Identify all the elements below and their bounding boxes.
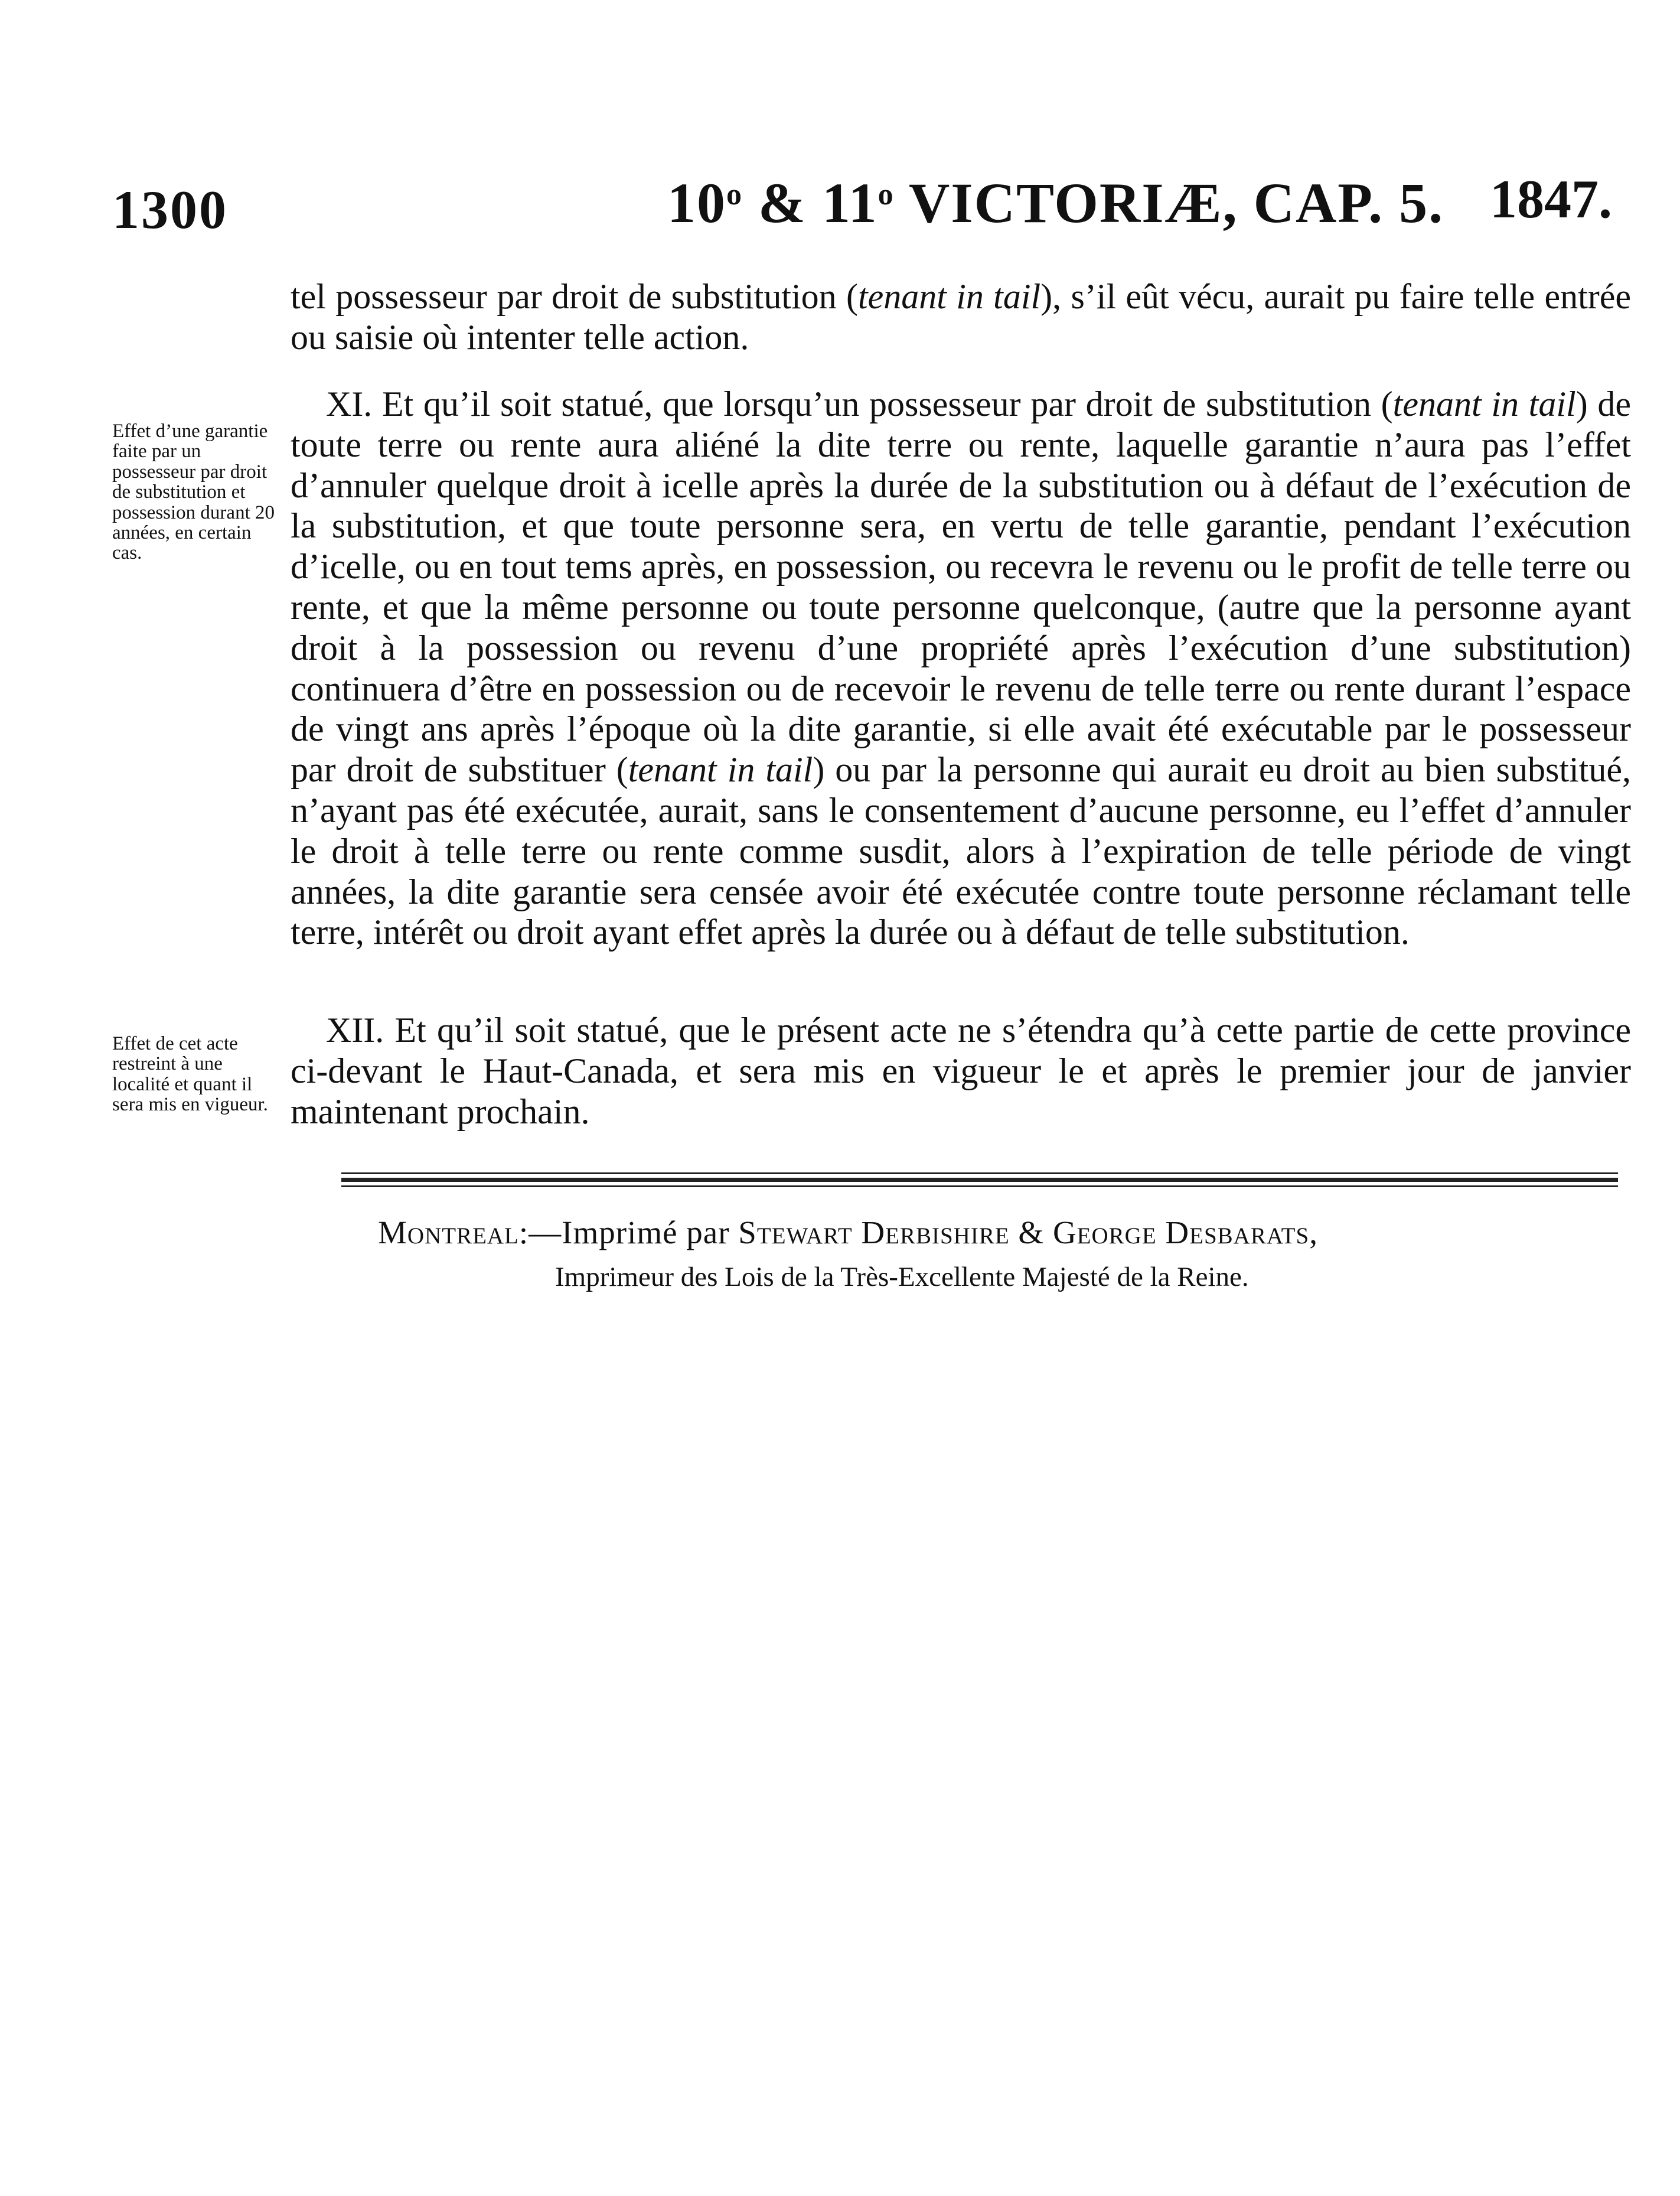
margin-note-xi: Effet d’une garantie faite par un possesseur par droit de substitution et possession durant 20 années, en certain cas. bbox=[112, 421, 275, 564]
page-number: 1300 bbox=[112, 180, 228, 240]
section-xi-paragraph: XI. Et qu’il soit statué, que lorsqu’un possesseur par droit de substitution (tenant in tail) de toute terre ou rente aura aliéné la dite terre ou rente, laquelle garantie n’aura pas l’effet d’annuler quelque droit à icelle après la durée de la substitution ou à défaut de l’exécution de la substitution, et que toute personne sera, en vertu de telle garantie, pendant l’exécution d’icelle, ou en tout tems après, en possession, ou recevra le revenu ou le profit de telle terre ou rente, et que la même personne ou toute personne quelconque, (autre que la personne ayant droit à la possession ou revenu d’une propriété après l’exécution d’une substitution) continuera d’être en possession ou de recevoir le revenu de telle terre ou rente durant l’espace de vingt ans après l’époque où la dite garantie, si elle avait été exécutable par le possesseur par droit de substituer (tenant in tail) ou par la personne qui aurait eu droit au bien substitué, n’ayant pas été exécutée, aurait, sans le consentement d’aucune personne, eu l’effet d’annuler le droit à telle terre ou rente comme susdit, alors à l’expiration de telle période de vingt années, la dite garantie sera censée avoir été exécutée contre toute personne réclamant telle terre, intérêt ou droit ayant effet après la durée ou à défaut de telle substitution. bbox=[291, 385, 1631, 952]
margin-note-xii: Effet de cet acte restreint à une localité et quant il sera mis en vigueur. bbox=[112, 1033, 268, 1116]
section-number: XI. bbox=[326, 385, 373, 423]
section-xii-paragraph: XII. Et qu’il soit statué, que le présent acte ne s’étendra qu’à cette partie de cette province ci-devant le Haut-Canada, et sera mis en vigueur le et après le premier jour de janvier maintenant prochain. bbox=[291, 1011, 1631, 1131]
end-rule bbox=[341, 1172, 1618, 1190]
rule-line bbox=[341, 1185, 1618, 1187]
section-number: XII. bbox=[326, 1011, 384, 1050]
rule-line bbox=[341, 1178, 1618, 1182]
rule-line bbox=[341, 1172, 1618, 1174]
year: 1847. bbox=[1490, 169, 1612, 229]
imprint-line-2: Imprimeur des Lois de la Très-Excellente Majesté de la Reine. bbox=[555, 1262, 1249, 1292]
page-header bbox=[112, 165, 1636, 248]
continuation-paragraph: tel possesseur par droit de substitution (tenant in tail), s’il eût vécu, aurait pu faire telle entrée ou saisie où intenter telle action. bbox=[291, 277, 1631, 357]
running-title: 10$^o$ & 11$^o$ VICTORIÆ, CAP. 5. bbox=[667, 171, 1444, 234]
imprint-line-1: Montreal:—Imprimé par Stewart Derbishire & George Desbarats, bbox=[378, 1214, 1318, 1250]
